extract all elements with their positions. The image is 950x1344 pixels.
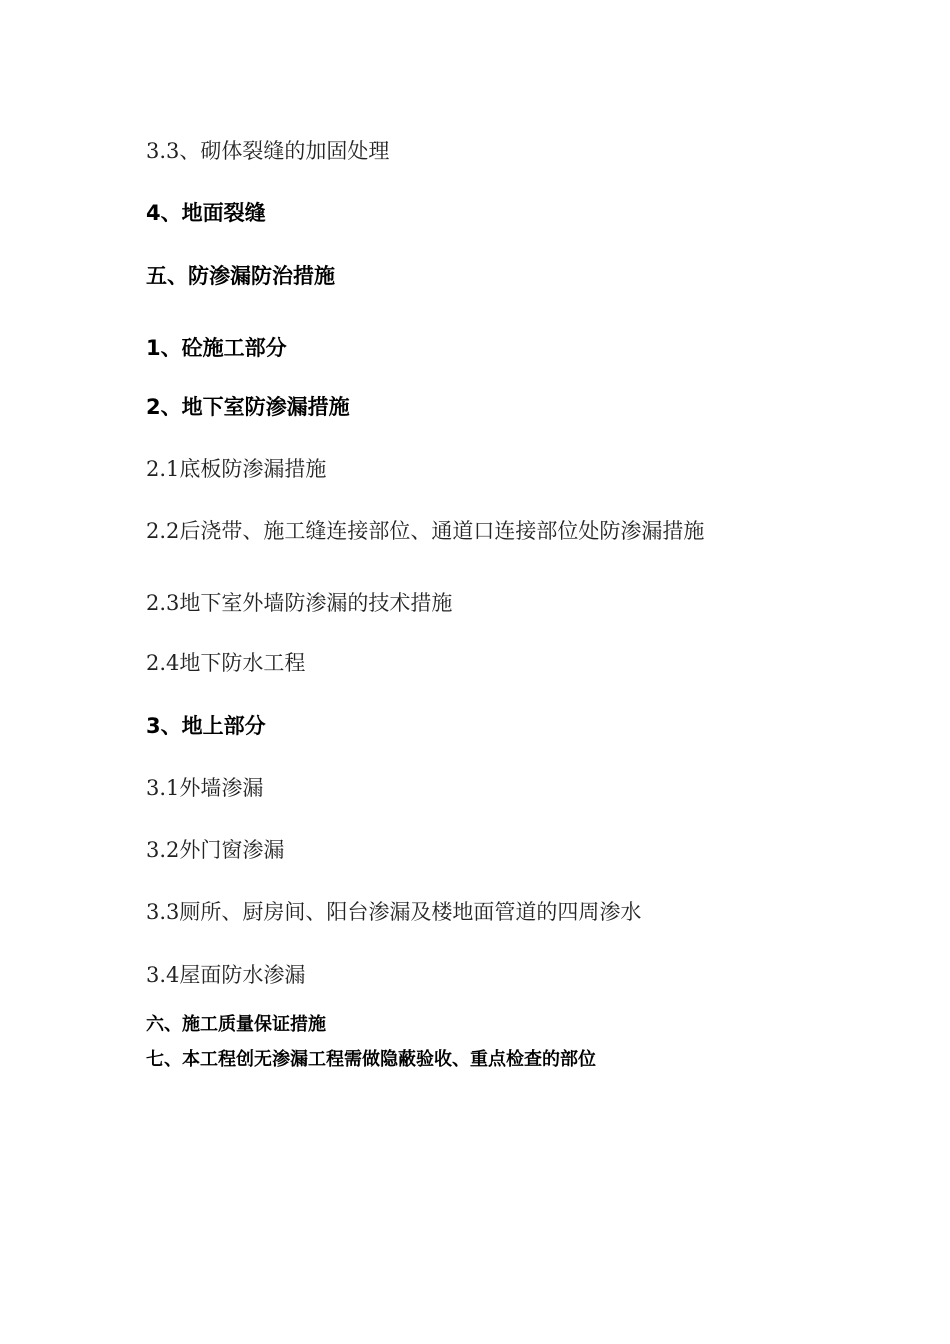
section-3-3-crack-reinforcement: 3.3、砌体裂缝的加固处理 bbox=[146, 139, 390, 163]
section-1-concrete-works: 1、砼施工部分 bbox=[146, 336, 287, 360]
section-3-2-door-window-leakage: 3.2外门窗渗漏 bbox=[146, 838, 285, 862]
section-2-3-basement-exterior-wall: 2.3地下室外墙防渗漏的技术措施 bbox=[146, 591, 453, 615]
chapter-7-concealed-inspection: 七、本工程创无渗漏工程需做隐蔽验收、重点检查的部位 bbox=[146, 1049, 596, 1070]
section-2-basement-measures: 2、地下室防渗漏措施 bbox=[146, 395, 350, 419]
section-4-floor-cracks: 4、地面裂缝 bbox=[146, 201, 266, 225]
section-2-4-underground-waterproofing: 2.4地下防水工程 bbox=[146, 651, 306, 675]
section-2-1-base-slab: 2.1底板防渗漏措施 bbox=[146, 457, 327, 481]
section-3-1-exterior-wall-leakage: 3.1外墙渗漏 bbox=[146, 776, 264, 800]
section-3-above-ground: 3、地上部分 bbox=[146, 714, 266, 738]
chapter-6-quality-assurance: 六、施工质量保证措施 bbox=[146, 1014, 326, 1035]
chapter-5-leakage-prevention: 五、防渗漏防治措施 bbox=[146, 264, 335, 288]
section-2-2-post-cast-strip: 2.2后浇带、施工缝连接部位、通道口连接部位处防渗漏措施 bbox=[146, 519, 705, 543]
section-3-4-roof-waterproofing: 3.4屋面防水渗漏 bbox=[146, 963, 306, 987]
section-3-3-wet-area-leakage: 3.3厕所、厨房间、阳台渗漏及楼地面管道的四周渗水 bbox=[146, 900, 642, 924]
